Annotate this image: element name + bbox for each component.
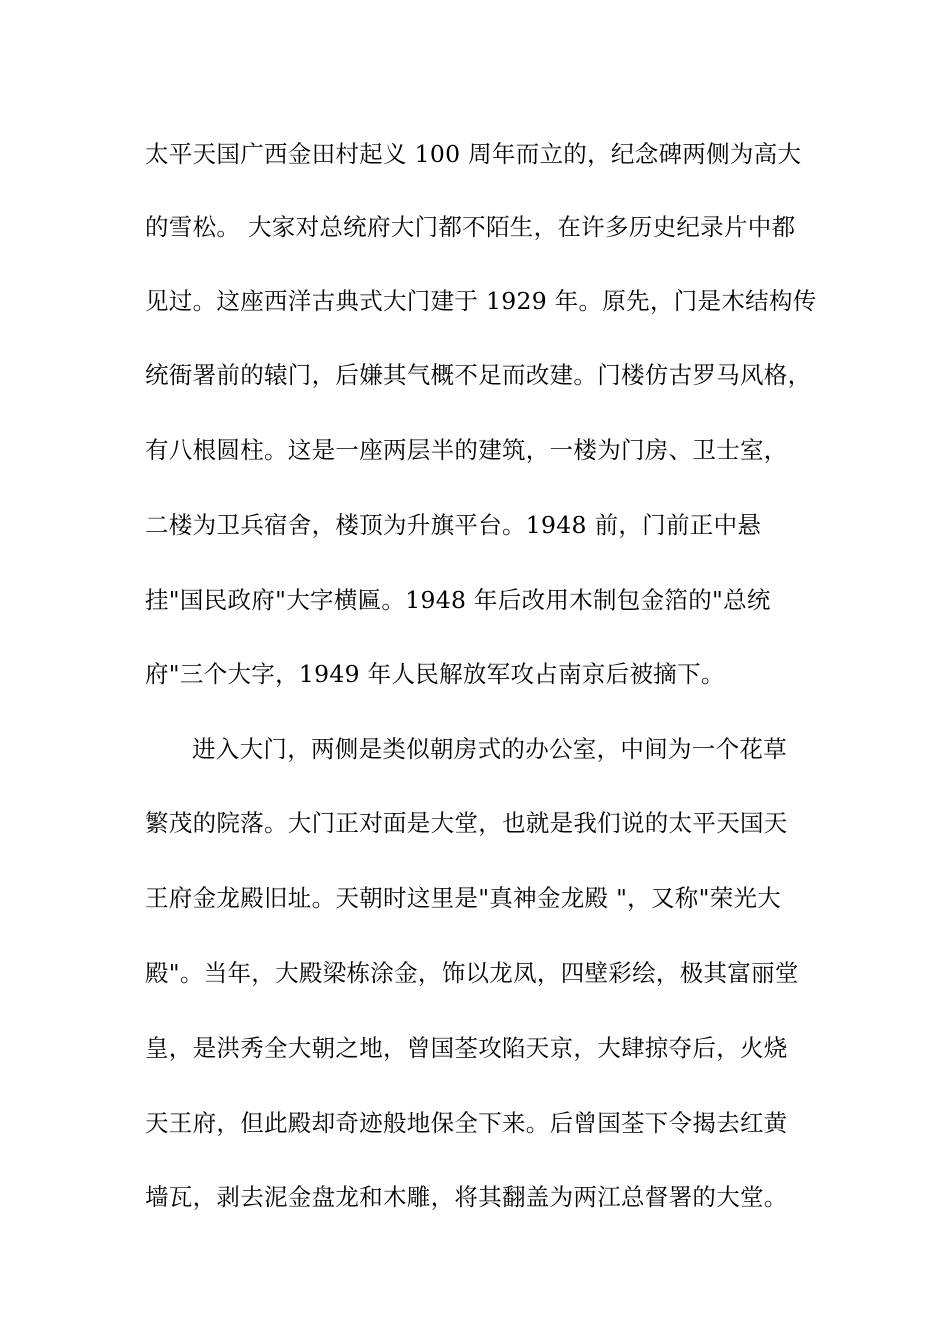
text-line: 的雪松。 大家对总统府大门都不陌生，在许多历史纪录片中都	[145, 213, 796, 241]
text-line: 繁茂的院落。大门正对面是大堂，也就是我们说的太平天国天	[145, 809, 788, 837]
text-line: 墙瓦，剥去泥金盘龙和木雕，将其翻盖为两江总督署的大堂。	[145, 1183, 788, 1211]
text-line: 见过。这座西洋古典式大门建于 1929 年。原先，门是木结构传	[145, 287, 817, 315]
text-line: 挂"国民政府"大字横匾。1948 年后改用木制包金箔的"总统	[145, 586, 771, 614]
text-line: 二楼为卫兵宿舍，楼顶为升旗平台。1948 前，门前正中悬	[145, 511, 762, 539]
text-line: 皇，是洪秀全大朝之地，曾国荃攻陷天京，大肆掠夺后，火烧	[145, 1034, 788, 1062]
text-line: 统衙署前的辕门，后嫌其气概不足而改建。门楼仿古罗马风格，	[145, 361, 812, 389]
text-line: 王府金龙殿旧址。天朝时这里是"真神金龙殿 "，又称"荣光大	[145, 884, 782, 912]
paragraph-first-line: 进入大门，两侧是类似朝房式的办公室，中间为一个花草	[192, 735, 787, 763]
text-line: 殿"。当年，大殿梁栋涂金，饰以龙凤，四壁彩绘，极其富丽堂	[145, 959, 799, 987]
text-line: 太平天国广西金田村起义 100 周年而立的，纪念碑两侧为高大	[145, 140, 802, 168]
text-line: 有八根圆柱。这是一座两层半的建筑，一楼为门房、卫士室，	[145, 436, 788, 464]
text-line: 府"三个大字，1949 年人民解放军攻占南京后被摘下。	[145, 660, 725, 688]
text-line: 天王府，但此殿却奇迹般地保全下来。后曾国荃下令揭去红黄	[145, 1109, 788, 1137]
